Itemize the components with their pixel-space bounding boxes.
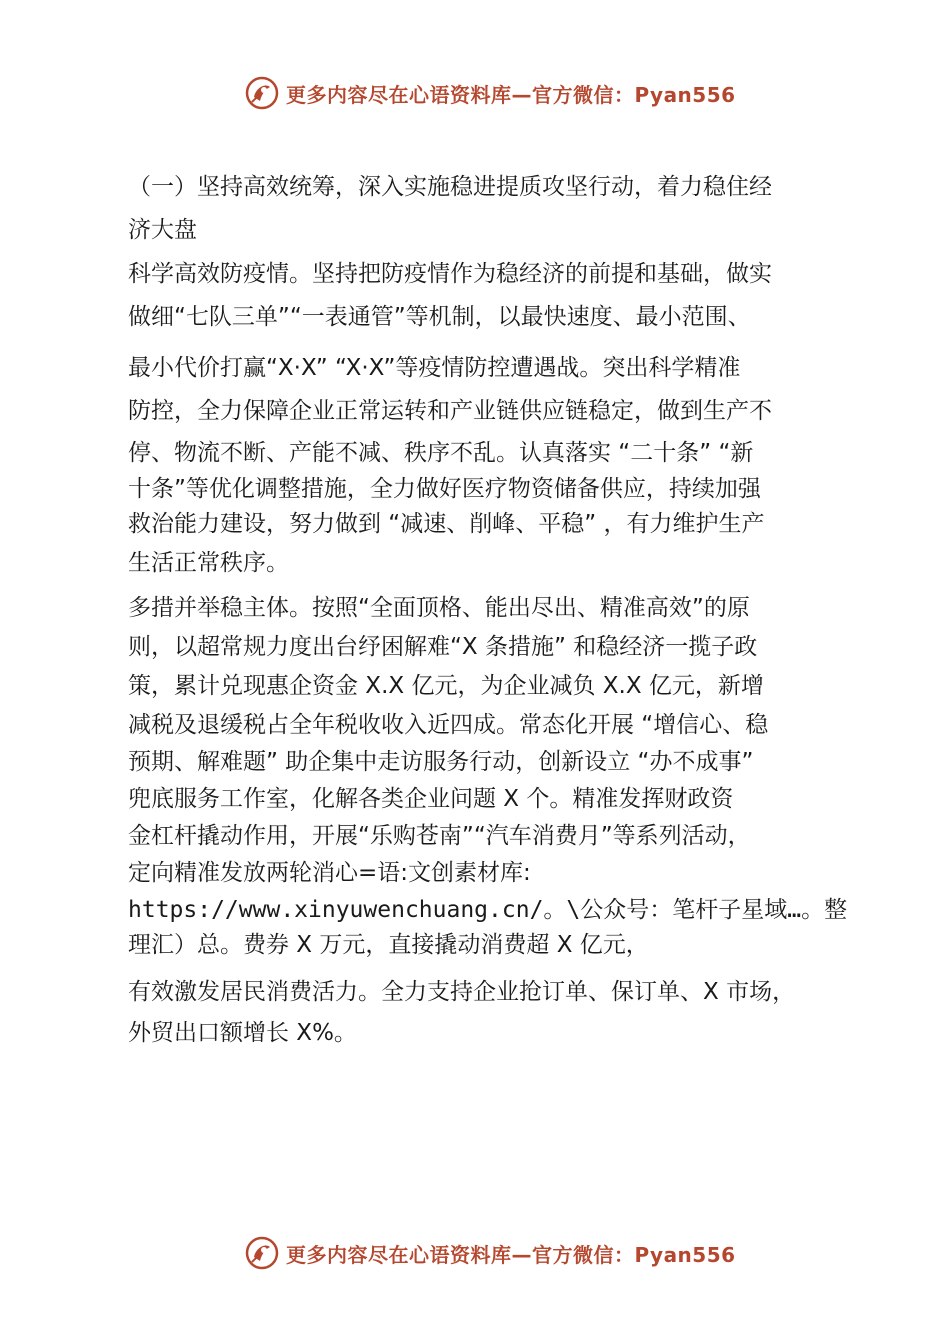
section-heading-line-1: （一）坚持高效统筹，深入实施稳进提质攻坚行动，着力稳住经 [128,174,772,200]
paragraph-line: 做细“七队三单”“一表通管”等机制，以最快速度、最小范围、 [128,304,751,330]
watermark-text: 更多内容尽在心语资料库—官方微信：Pyan556 [286,82,736,107]
paragraph-line: 减税及退缓税占全年税收收入近四成。常态化开展 “增信心、稳 [128,712,769,738]
flower-seal-icon [244,1235,280,1271]
paragraph-line: 停、物流不断、产能不减、秩序不乱。认真落实 “二十条” “新 [128,440,754,466]
paragraph-line: 科学高效防疫情。坚持把防疫情作为稳经济的前提和基础，做实 [128,261,772,287]
paragraph-line: 救治能力建设，努力做到 “减速、削峰、平稳” ，有力维护生产 [128,511,765,537]
paragraph-line: 理汇）总。费券 X 万元，直接撬动消费超 X 亿元， [128,932,649,958]
paragraph-line: 多措并举稳主体。按照“全面顶格、能出尽出、精准高效”的原 [128,595,750,621]
paragraph-line: 最小代价打赢“X·X” “X·X”等疫情防控遭遇战。突出科学精准 [128,355,741,381]
flower-seal-icon [244,75,280,111]
paragraph-line: 兜底服务工作室，化解各类企业问题 X 个。精准发挥财政资 [128,786,734,812]
paragraph-line: 策，累计兑现惠企资金 X.X 亿元，为企业减负 X.X 亿元，新增 [128,673,764,699]
paragraph-line: 外贸出口额增长 X%。 [128,1020,357,1046]
paragraph-line: 金杠杆撬动作用，开展“乐购苍南”“汽车消费月”等系列活动， [128,823,751,849]
paragraph-line: 有效激发居民消费活力。全力支持企业抢订单、保订单、X 市场， [128,979,796,1005]
paragraph-line: 生活正常秩序。 [128,550,289,576]
paragraph-line: 定向精准发放两轮消心=语:文创素材库: [128,860,531,886]
paragraph-line-url: https://www.xinyuwenchuang.cn/。\公众号：笔杆子星域…。整 [128,897,848,923]
paragraph-line: 防控，全力保障企业正常运转和产业链供应链稳定，做到生产不 [128,398,772,424]
paragraph-line: 十条”等优化调整措施，全力做好医疗物资储备供应，持续加强 [128,476,761,502]
watermark-text: 更多内容尽在心语资料库—官方微信：Pyan556 [286,1242,736,1267]
paragraph-line: 则，以超常规力度出台纾困解难“X 条措施” 和稳经济一揽子政 [128,634,758,660]
footer-watermark [244,1233,736,1273]
paragraph-line: 预期、解难题” 助企集中走访服务行动，创新设立 “办不成事” [128,749,754,775]
header-watermark [244,73,736,113]
section-heading-line-2: 济大盘 [128,217,197,243]
